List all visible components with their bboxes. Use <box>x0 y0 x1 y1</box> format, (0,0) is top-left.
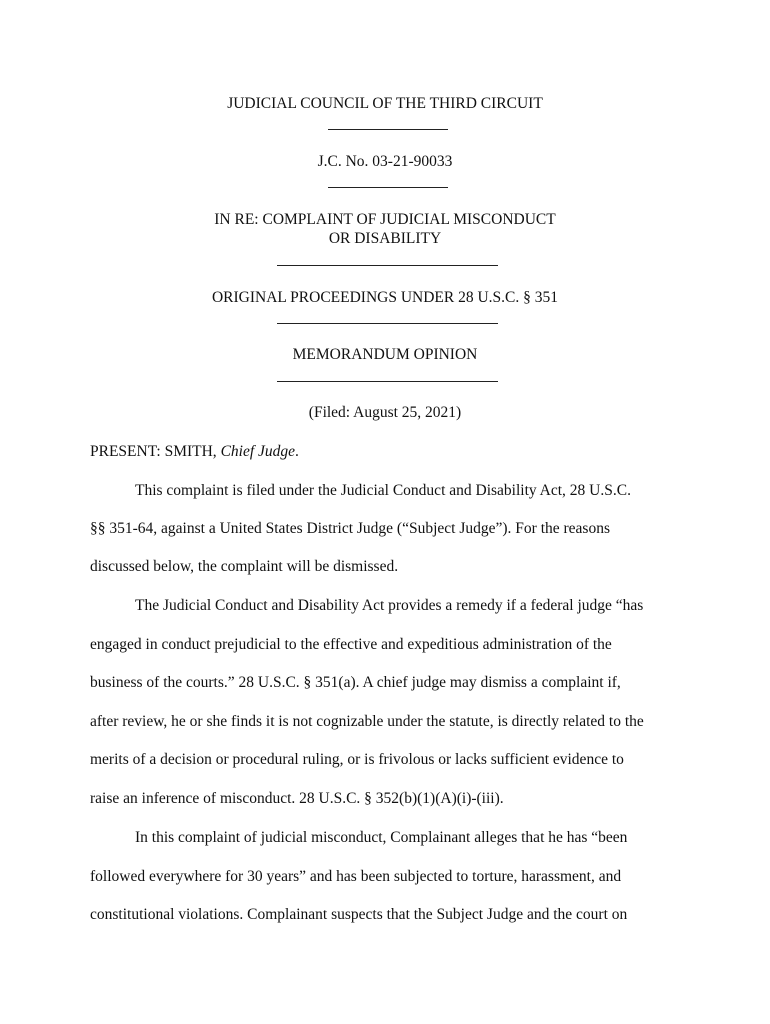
present-title: Chief Judge <box>220 443 296 460</box>
body-line: followed everywhere for 30 years” and has been subjected to torture, harassment, and <box>90 868 622 885</box>
body-line: business of the courts.” 28 U.S.C. § 351(a). A chief judge may dismiss a complaint if, <box>90 674 621 691</box>
body-line: §§ 351-64, against a United States District Judge (“Subject Judge”). For the reasons <box>90 520 610 537</box>
divider-rule <box>277 381 498 382</box>
body-line: discussed below, the complaint will be dismissed. <box>90 558 399 575</box>
council-heading: JUDICIAL COUNCIL OF THE THIRD CIRCUIT <box>227 95 543 112</box>
opinion-type: MEMORANDUM OPINION <box>292 346 478 363</box>
body-line: merits of a decision or procedural ruling, or is frivolous or lacks sufficient evidence to <box>90 751 624 768</box>
present-prefix: PRESENT: SMITH, <box>90 443 221 460</box>
caption-line-2: OR DISABILITY <box>328 230 442 247</box>
body-line: raise an inference of misconduct. 28 U.S.C. § 352(b)(1)(A)(i)-(iii). <box>90 790 504 807</box>
present-suffix: . <box>295 443 299 460</box>
body-line: constitutional violations. Complainant suspects that the Subject Judge and the court on <box>90 906 628 923</box>
divider-rule <box>328 129 448 130</box>
body-line: In this complaint of judicial misconduct, Complainant alleges that he has “been <box>135 829 628 846</box>
filed-date: (Filed: August 25, 2021) <box>308 404 462 421</box>
divider-rule <box>277 323 498 324</box>
case-number: J.C. No. 03-21-90033 <box>317 153 453 170</box>
body-line: after review, he or she finds it is not cognizable under the statute, is directly related to the <box>90 713 644 730</box>
caption-line-1: IN RE: COMPLAINT OF JUDICIAL MISCONDUCT <box>214 211 556 228</box>
divider-rule <box>277 265 498 266</box>
body-line: engaged in conduct prejudicial to the effective and expeditious administration of the <box>90 636 612 653</box>
present-line <box>90 442 299 461</box>
body-line: The Judicial Conduct and Disability Act provides a remedy if a federal judge “has <box>135 597 644 614</box>
proceedings-line: ORIGINAL PROCEEDINGS UNDER 28 U.S.C. § 351 <box>211 289 559 306</box>
body-line: This complaint is filed under the Judicial Conduct and Disability Act, 28 U.S.C. <box>135 482 631 499</box>
divider-rule <box>328 187 448 188</box>
